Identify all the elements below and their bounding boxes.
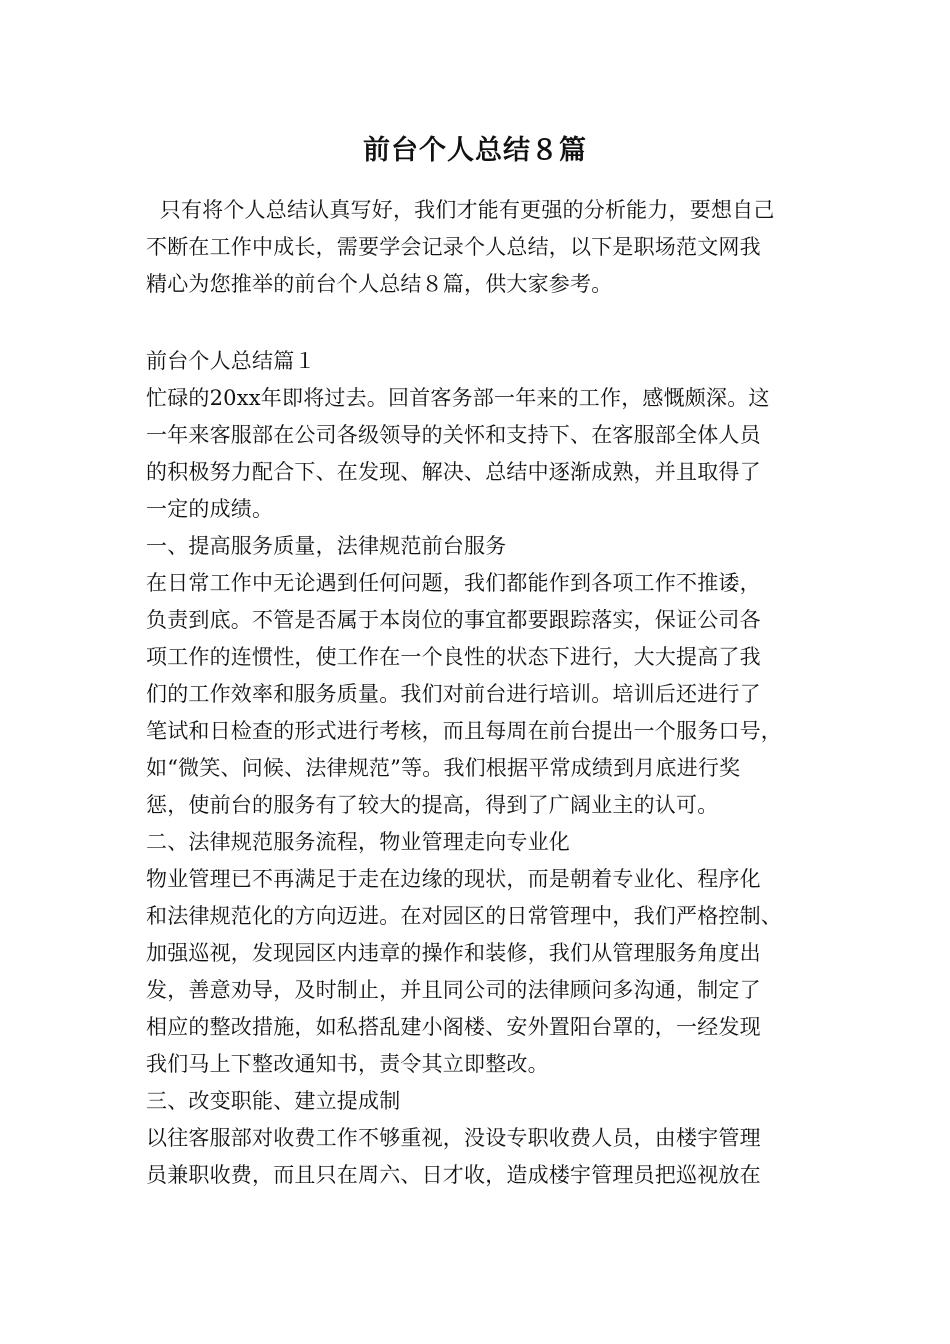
paragraph-line: 负责到底。不管是否属于本岗位的事宜都要跟踪落实，保证公司各 <box>146 608 761 632</box>
subsection-heading: 一、提高服务质量，法律规范前台服务 <box>146 534 507 558</box>
paragraph-line: 一定的成绩。 <box>146 497 274 521</box>
blank-line <box>146 303 816 343</box>
paragraph-line: 如“微笑、问候、法律规范”等。我们根据平常成绩到月底进行奖 <box>146 756 741 780</box>
paragraph-line: 的积极努力配合下、在发现、解决、总结中逐渐成熟，并且取得了 <box>146 460 761 484</box>
paragraph-line: 们的工作效率和服务质量。我们对前台进行培训。培训后还进行了 <box>146 682 761 706</box>
paragraph-line: 一年来客服部在公司各级领导的关怀和支持下、在客服部全体人员 <box>146 423 761 447</box>
paragraph-line: 加强巡视，发现园区内违章的操作和装修，我们从管理服务角度出 <box>146 941 761 965</box>
paragraph-line: 惩，使前台的服务有了较大的提高，得到了广阔业主的认可。 <box>146 793 719 817</box>
paragraph-line: 发，善意劝导，及时制止，并且同公司的法律顾问多沟通，制定了 <box>146 978 761 1002</box>
paragraph-line: 我们马上下整改通知书，责令其立即整改。 <box>146 1052 549 1076</box>
subsection-heading: 二、法律规范服务流程，物业管理走向专业化 <box>146 830 570 854</box>
paragraph-line: 精心为您推举的前台个人总结８篇，供大家参考。 <box>146 272 613 296</box>
paragraph-line: 不断在工作中成长，需要学会记录个人总结，以下是职场范文网我 <box>146 235 761 259</box>
paragraph-line: 忙碌的20xx年即将过去。回首客务部一年来的工作，感慨颇深。这 <box>146 386 770 410</box>
document-body <box>146 192 816 1194</box>
paragraph-line: 在日常工作中无论遇到任何问题，我们都能作到各项工作不推诿， <box>146 571 761 595</box>
section-heading: 前台个人总结篇１ <box>146 349 316 373</box>
subsection-heading: 三、改变职能、建立提成制 <box>146 1089 401 1113</box>
paragraph-line: 员兼职收费，而且只在周六、日才收，造成楼宇管理员把巡视放在 <box>146 1163 761 1187</box>
paragraph-line: 笔试和日检查的形式进行考核，而且每周在前台提出一个服务口号， <box>146 719 782 743</box>
paragraph-line: 相应的整改措施，如私搭乱建小阁楼、安外置阳台罩的，一经发现 <box>146 1015 761 1039</box>
paragraph-line: 物业管理已不再满足于走在边缘的现状，而是朝着专业化、程序化 <box>146 867 761 891</box>
paragraph-line: 只有将个人总结认真写好，我们才能有更强的分析能力，要想自己 <box>146 198 775 222</box>
paragraph-line: 和法律规范化的方向迈进。在对园区的日常管理中，我们严格控制、 <box>146 904 782 928</box>
document-title: 前台个人总结８篇 <box>363 135 587 166</box>
paragraph-line: 项工作的连惯性，使工作在一个良性的状态下进行，大大提高了我 <box>146 645 761 669</box>
paragraph-line: 以往客服部对收费工作不够重视，没设专职收费人员，由楼宇管理 <box>146 1126 761 1150</box>
